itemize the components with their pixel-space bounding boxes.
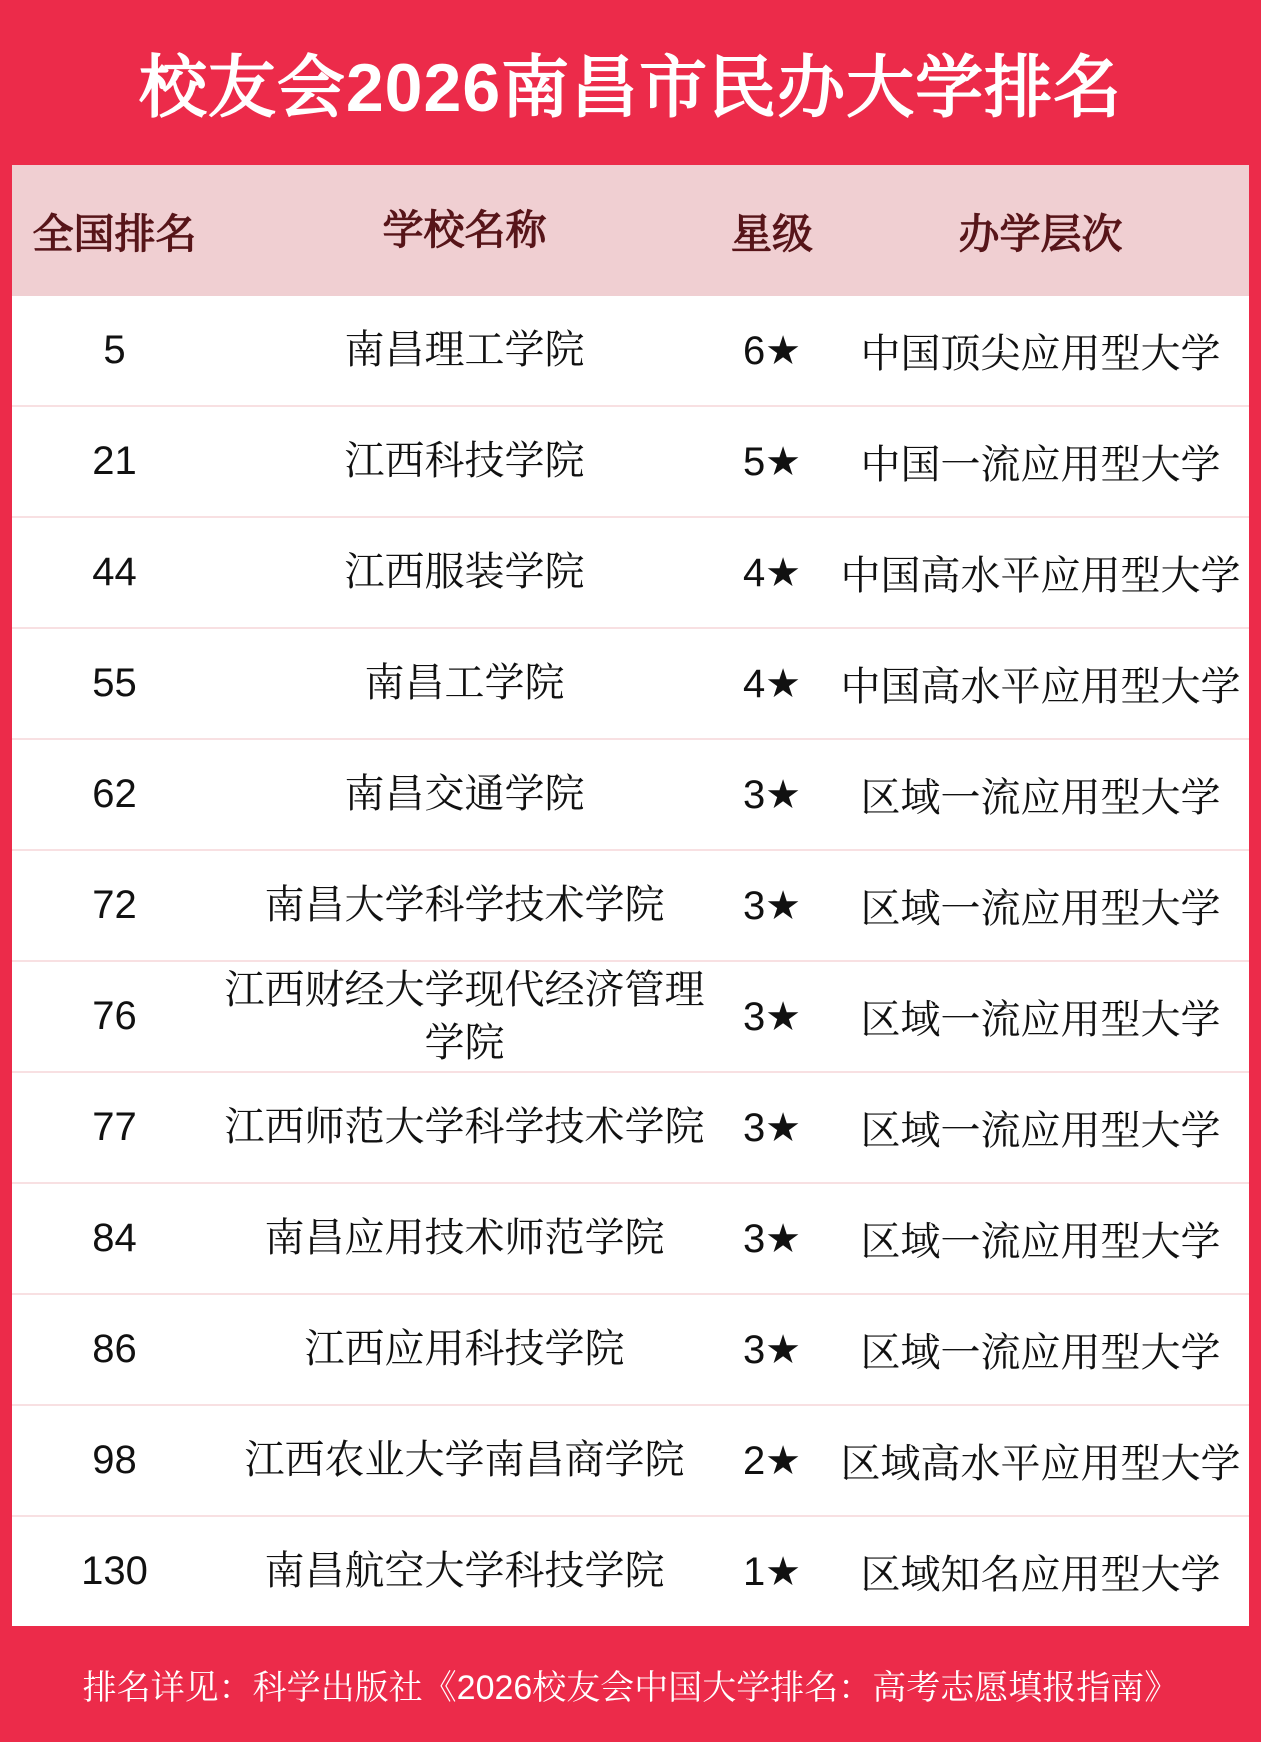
title-band	[0, 0, 1261, 165]
table-row	[12, 1404, 1249, 1515]
school-cell: 江西科技学院	[344, 439, 585, 484]
header-rank: 全国排名	[32, 211, 197, 257]
table-row	[12, 1071, 1249, 1182]
rank-cell: 72	[92, 883, 137, 927]
level-cell: 区域一流应用型大学	[860, 1109, 1221, 1153]
table-row	[12, 1515, 1249, 1626]
school-cell: 南昌工学院	[364, 661, 565, 706]
footer-note: 排名详见：科学出版社《2026校友会中国大学排名：高考志愿填报指南》	[82, 1668, 1179, 1707]
rank-cell: 84	[92, 1216, 137, 1260]
table-row	[12, 516, 1249, 627]
table-row	[12, 1182, 1249, 1293]
table-row	[12, 296, 1249, 405]
school-cell: 江西应用科技学院	[304, 1327, 625, 1372]
table-row	[12, 738, 1249, 849]
level-cell: 中国一流应用型大学	[860, 443, 1221, 487]
stars-cell: 3★	[742, 772, 802, 817]
table-row	[12, 1293, 1249, 1404]
level-cell: 中国顶尖应用型大学	[860, 332, 1221, 376]
rank-cell: 55	[92, 661, 137, 705]
rank-cell: 5	[103, 328, 126, 372]
rank-cell: 98	[92, 1438, 137, 1482]
school-cell: 江西服装学院	[344, 550, 585, 595]
school-cell: 南昌大学科学技术学院	[264, 883, 665, 928]
level-cell: 区域一流应用型大学	[860, 776, 1221, 820]
header-stars: 星级	[731, 211, 813, 257]
stars-cell: 3★	[742, 994, 802, 1039]
stars-cell: 3★	[742, 883, 802, 928]
stars-cell: 5★	[742, 439, 802, 484]
page-title: 校友会2026南昌市民办大学排名	[138, 50, 1123, 126]
table-row	[12, 960, 1249, 1071]
rank-cell: 86	[92, 1327, 137, 1371]
rank-cell: 130	[81, 1549, 148, 1593]
stars-cell: 3★	[742, 1327, 802, 1372]
table-header-row	[12, 165, 1249, 296]
school-cell: 南昌理工学院	[344, 328, 585, 373]
stars-cell: 6★	[742, 328, 802, 373]
table-row	[12, 627, 1249, 738]
level-cell: 区域高水平应用型大学	[840, 1442, 1241, 1486]
level-cell: 区域一流应用型大学	[860, 998, 1221, 1042]
rank-cell: 77	[92, 1105, 137, 1149]
stars-cell: 4★	[742, 661, 802, 706]
school-cell: 江西财经大学现代经济管理学院	[224, 967, 705, 1065]
ranking-table	[12, 165, 1249, 1626]
table-row	[12, 849, 1249, 960]
school-cell: 江西师范大学科学技术学院	[224, 1105, 705, 1150]
footer-band	[0, 1626, 1261, 1742]
level-cell: 区域一流应用型大学	[860, 1220, 1221, 1264]
table-row	[12, 405, 1249, 516]
stars-cell: 3★	[742, 1216, 802, 1261]
level-cell: 区域知名应用型大学	[860, 1553, 1221, 1597]
school-cell: 南昌应用技术师范学院	[264, 1216, 665, 1261]
header-level: 办学层次	[958, 211, 1123, 257]
rank-cell: 21	[92, 439, 137, 483]
stars-cell: 4★	[742, 550, 802, 595]
level-cell: 区域一流应用型大学	[860, 887, 1221, 931]
stars-cell: 2★	[742, 1438, 802, 1483]
stars-cell: 3★	[742, 1105, 802, 1150]
level-cell: 中国高水平应用型大学	[840, 665, 1241, 709]
school-cell: 南昌航空大学科技学院	[264, 1549, 665, 1594]
header-school: 学校名称	[382, 207, 547, 254]
rank-cell: 62	[92, 772, 137, 816]
level-cell: 区域一流应用型大学	[860, 1331, 1221, 1375]
level-cell: 中国高水平应用型大学	[840, 554, 1241, 598]
rank-cell: 76	[92, 994, 137, 1038]
rank-cell: 44	[92, 550, 137, 594]
school-cell: 江西农业大学南昌商学院	[244, 1438, 685, 1483]
stars-cell: 1★	[742, 1549, 802, 1594]
school-cell: 南昌交通学院	[344, 772, 585, 817]
